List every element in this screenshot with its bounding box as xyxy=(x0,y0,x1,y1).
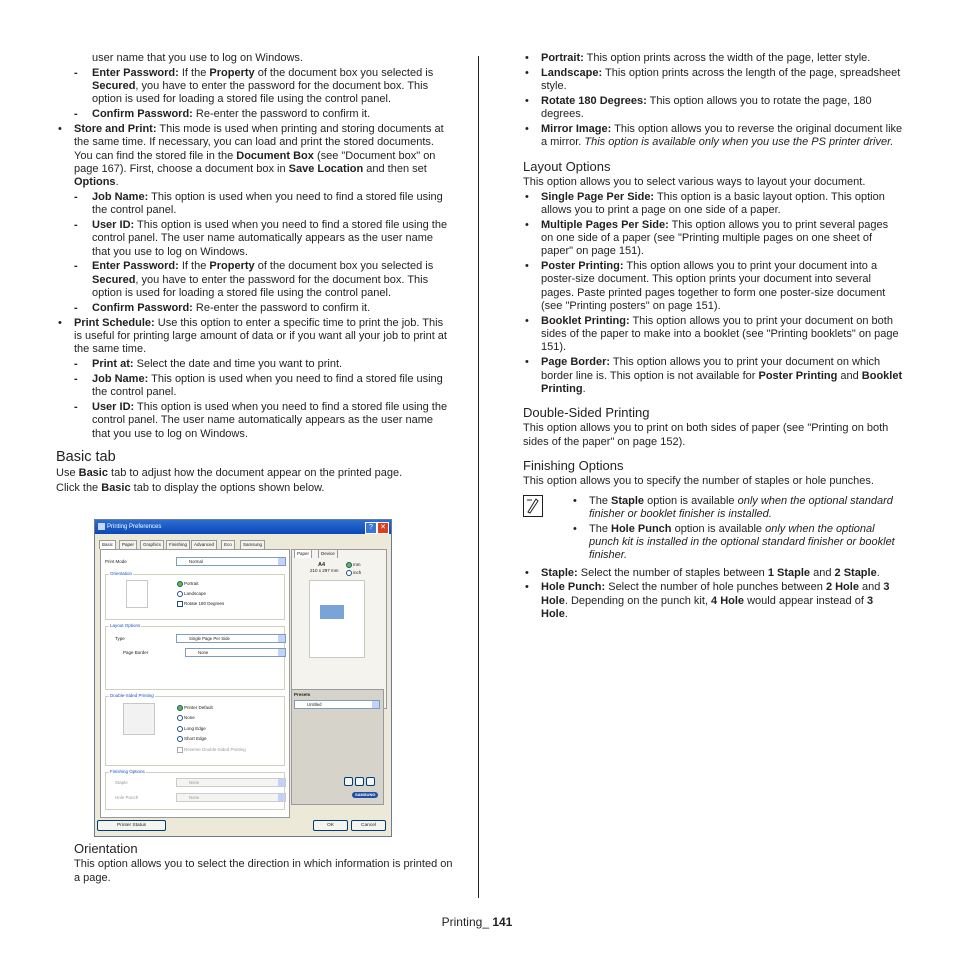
basic-options-panel xyxy=(100,549,290,818)
orientation-group-label: Orientation xyxy=(110,571,133,576)
right-column xyxy=(523,52,903,623)
tab-eco[interactable]: Eco xyxy=(221,540,235,549)
landscape-label: Landscape xyxy=(184,591,207,596)
presets-label: Presets xyxy=(294,692,311,697)
paper-dimensions: 210 x 297 mm xyxy=(310,568,339,573)
landscape-radio[interactable] xyxy=(177,591,183,597)
print-schedule-item: • Print Schedule: Use this option to enter a specific time to print the job. This is useful for printing large amount of data or if you want all your job to print at the same time. xyxy=(56,317,454,357)
hole-punch-select[interactable]: None xyxy=(176,793,286,802)
basic-paragraph-2: Click the Basic tab to display the options shown below. xyxy=(56,481,325,494)
long-edge-radio[interactable] xyxy=(177,726,183,732)
tab-basic[interactable]: Basic xyxy=(99,540,116,549)
orientation-text: This option allows you to select the direction in which information is printed on a page. xyxy=(74,858,453,884)
tab-device-preview[interactable]: Device xyxy=(318,549,338,558)
ok-button[interactable]: OK xyxy=(313,820,348,831)
preview-image xyxy=(320,605,344,619)
type-label: Type xyxy=(115,636,125,641)
hole-punch-label: Hole Punch xyxy=(115,795,139,800)
tab-samsung[interactable]: Samsung xyxy=(240,540,265,549)
multiple-pages-item: • Multiple Pages Per Side: This option allows you to print several pages on one side of a paper (see "Printing multiple pages on one sheet of paper" on page 151). xyxy=(523,219,903,259)
orientation-heading: Orientation xyxy=(74,841,138,856)
duplex-preview-icon xyxy=(123,703,155,735)
short-edge-radio[interactable] xyxy=(177,736,183,742)
printer-default-label: Printer Default xyxy=(184,705,213,710)
inch-radio[interactable] xyxy=(346,570,352,576)
left-column xyxy=(56,52,454,497)
dialog-titlebar xyxy=(95,520,391,534)
finishing-options-text: This option allows you to specify the number of staples or hole punches. xyxy=(523,475,874,488)
dialog-title: Printing Preferences xyxy=(107,524,162,530)
tab-advanced[interactable]: Advanced xyxy=(191,540,217,549)
enter-password-item: - Enter Password: If the Property of the document box you selected is Secured, you have to enter the password for the document box. This option is used for loading a stored file using the control panel. xyxy=(56,67,454,107)
booklet-printing-item: • Booklet Printing: This option allows you to print your document on both sides of the paper to make into a booklet (see "Printing booklets" on page 151). xyxy=(523,315,903,355)
orientation-section xyxy=(74,842,454,886)
none-radio[interactable] xyxy=(177,715,183,721)
job-name-item: - Job Name: This option is used when you need to find a stored file using the control panel. xyxy=(56,191,454,218)
rotate-checkbox[interactable] xyxy=(177,601,183,607)
mm-label: mm xyxy=(353,562,361,567)
note-block xyxy=(523,495,903,563)
user-id-item: - User ID: This option is used when you need to find a stored file using the control panel. The user name automatically appears as the user name that you use to log on Windows. xyxy=(56,219,454,259)
mirror-item: • Mirror Image: This option allows you to reverse the original document like a mirror. This option is available only when you use the PS printer driver. xyxy=(523,123,903,150)
inch-label: inch xyxy=(353,570,362,575)
page-preview xyxy=(309,580,365,658)
short-edge-label: Short Edge xyxy=(184,736,207,741)
double-sided-text: This option allows you to print on both sides of paper (see "Printing on both sides of the paper" on page 152). xyxy=(523,422,889,448)
confirm-password-item: - Confirm Password: Re-enter the password to confirm it. xyxy=(56,302,454,315)
rotate-item: • Rotate 180 Degrees: This option allows you to rotate the page, 180 degrees. xyxy=(523,95,903,122)
tab-graphics[interactable]: Graphics xyxy=(140,540,164,549)
job-name-item: - Job Name: This option is used when you need to find a stored file using the control panel. xyxy=(56,373,454,400)
double-sided-heading: Double-Sided Printing xyxy=(523,405,650,421)
basic-tab-heading: Basic tab xyxy=(56,448,116,465)
type-select[interactable]: Single Page Per Side xyxy=(176,634,286,643)
duplex-group-label: Double-Sided Printing xyxy=(110,693,154,698)
layout-group-label: Layout Options xyxy=(110,623,141,628)
printer-status-button[interactable]: Printer Status xyxy=(97,820,166,831)
print-mode-select[interactable]: Normal xyxy=(176,557,286,566)
portrait-label: Portrait xyxy=(184,581,199,586)
rotate-label: Rotate 180 Degrees xyxy=(184,601,225,606)
page-border-label: Page Border xyxy=(123,650,149,655)
tab-paper[interactable]: Paper xyxy=(119,540,137,549)
hole-punch-item: • Hole Punch: Select the number of hole punches between 2 Hole and 3 Hole. Depending on the punch kit, 4 Hole would appear instead of 3 Hole. xyxy=(523,581,903,621)
note-staple: • The Staple option is available only when the optional standard finisher or booklet finisher is installed. xyxy=(571,495,903,522)
none-label: None xyxy=(184,715,195,720)
user-id-item: - User ID: This option is used when you need to find a stored file using the control panel. The user name automatically appears as the user name that you use to log on Windows. xyxy=(56,401,454,441)
staple-label: Staple xyxy=(115,780,128,785)
print-at-item: - Print at: Select the date and time you want to print. xyxy=(56,358,454,371)
copy-preset-icon[interactable] xyxy=(355,777,364,786)
store-print-item: • Store and Print: This mode is used when printing and storing documents at the same time. If necessary, you can load and print the stored documents. You can find the stored file in the Document Box (see "Document box" on page 167). First, choose a document box in Save Location and then set Options. xyxy=(56,123,454,189)
presets-select[interactable]: Untitled xyxy=(294,700,380,709)
tab-finishing[interactable]: Finishing xyxy=(166,540,190,549)
poster-printing-item: • Poster Printing: This option allows you to print your document into a poster-size document. This option prints your document into several pages. Paste printed pages together to form one poster-size document (see "Printing posters" on page 151). xyxy=(523,260,903,313)
layout-options-heading: Layout Options xyxy=(523,158,611,174)
cancel-button[interactable]: Cancel xyxy=(351,820,386,831)
single-page-item: • Single Page Per Side: This option is a basic layout option. This option allows you to print a page on one side of a paper. xyxy=(523,191,903,218)
footer-label: Printing_ xyxy=(441,915,493,929)
save-preset-icon[interactable] xyxy=(344,777,353,786)
page-number: 141 xyxy=(492,915,513,929)
tab-paper-preview[interactable]: Paper xyxy=(294,549,312,558)
long-edge-label: Long Edge xyxy=(184,726,206,731)
page-border-item: • Page Border: This option allows you to print your document on which border line is. This option is not available for Poster Printing and Booklet Printing. xyxy=(523,356,903,396)
finishing-group-label: Finishing Options xyxy=(110,769,145,774)
help-button[interactable]: ? xyxy=(365,522,377,534)
printer-icon xyxy=(98,523,105,530)
delete-preset-icon[interactable] xyxy=(366,777,375,786)
printing-preferences-screenshot xyxy=(94,519,392,837)
staple-select[interactable]: None xyxy=(176,778,286,787)
landscape-item: • Landscape: This option prints across the length of the page, spreadsheet style. xyxy=(523,67,903,94)
basic-paragraph-1: Use Basic tab to adjust how the document appear on the printed page. xyxy=(56,467,403,480)
print-mode-label: Print Mode xyxy=(105,559,127,564)
layout-options-text: This option allows you to select various ways to layout your document. xyxy=(523,175,866,188)
samsung-logo: SAMSUNG xyxy=(352,792,378,798)
printer-default-radio[interactable] xyxy=(177,705,183,711)
enter-password-item: - Enter Password: If the Property of the document box you selected is Secured, you have to enter the password for the document box. This option is used for loading a stored file using the control panel. xyxy=(56,260,454,300)
note-icon xyxy=(523,495,543,517)
portrait-radio[interactable] xyxy=(177,581,183,587)
paper-size: A4 xyxy=(318,562,326,568)
portrait-preview-icon xyxy=(126,580,148,608)
page-footer xyxy=(0,915,954,929)
reverse-checkbox[interactable] xyxy=(177,747,183,753)
finishing-options-heading: Finishing Options xyxy=(523,458,624,474)
reverse-label: Reverse Double-Sided Printing xyxy=(184,747,246,752)
intro-line: user name that you use to log on Windows. xyxy=(92,52,303,64)
confirm-password-item: - Confirm Password: Re-enter the password to confirm it. xyxy=(56,108,454,121)
close-button[interactable]: ✕ xyxy=(377,522,389,534)
page-border-select[interactable]: None xyxy=(185,648,286,657)
staple-item: • Staple: Select the number of staples between 1 Staple and 2 Staple. xyxy=(523,567,903,580)
presets-panel xyxy=(291,689,384,805)
preview-panel xyxy=(291,549,387,709)
column-divider xyxy=(478,56,479,898)
portrait-item: • Portrait: This option prints across the width of the page, letter style. xyxy=(523,52,903,65)
note-hole-punch: • The Hole Punch option is available only when the optional punch kit is installed in the optional standard finisher or booklet finisher. xyxy=(571,523,903,563)
mm-radio[interactable] xyxy=(346,562,352,568)
